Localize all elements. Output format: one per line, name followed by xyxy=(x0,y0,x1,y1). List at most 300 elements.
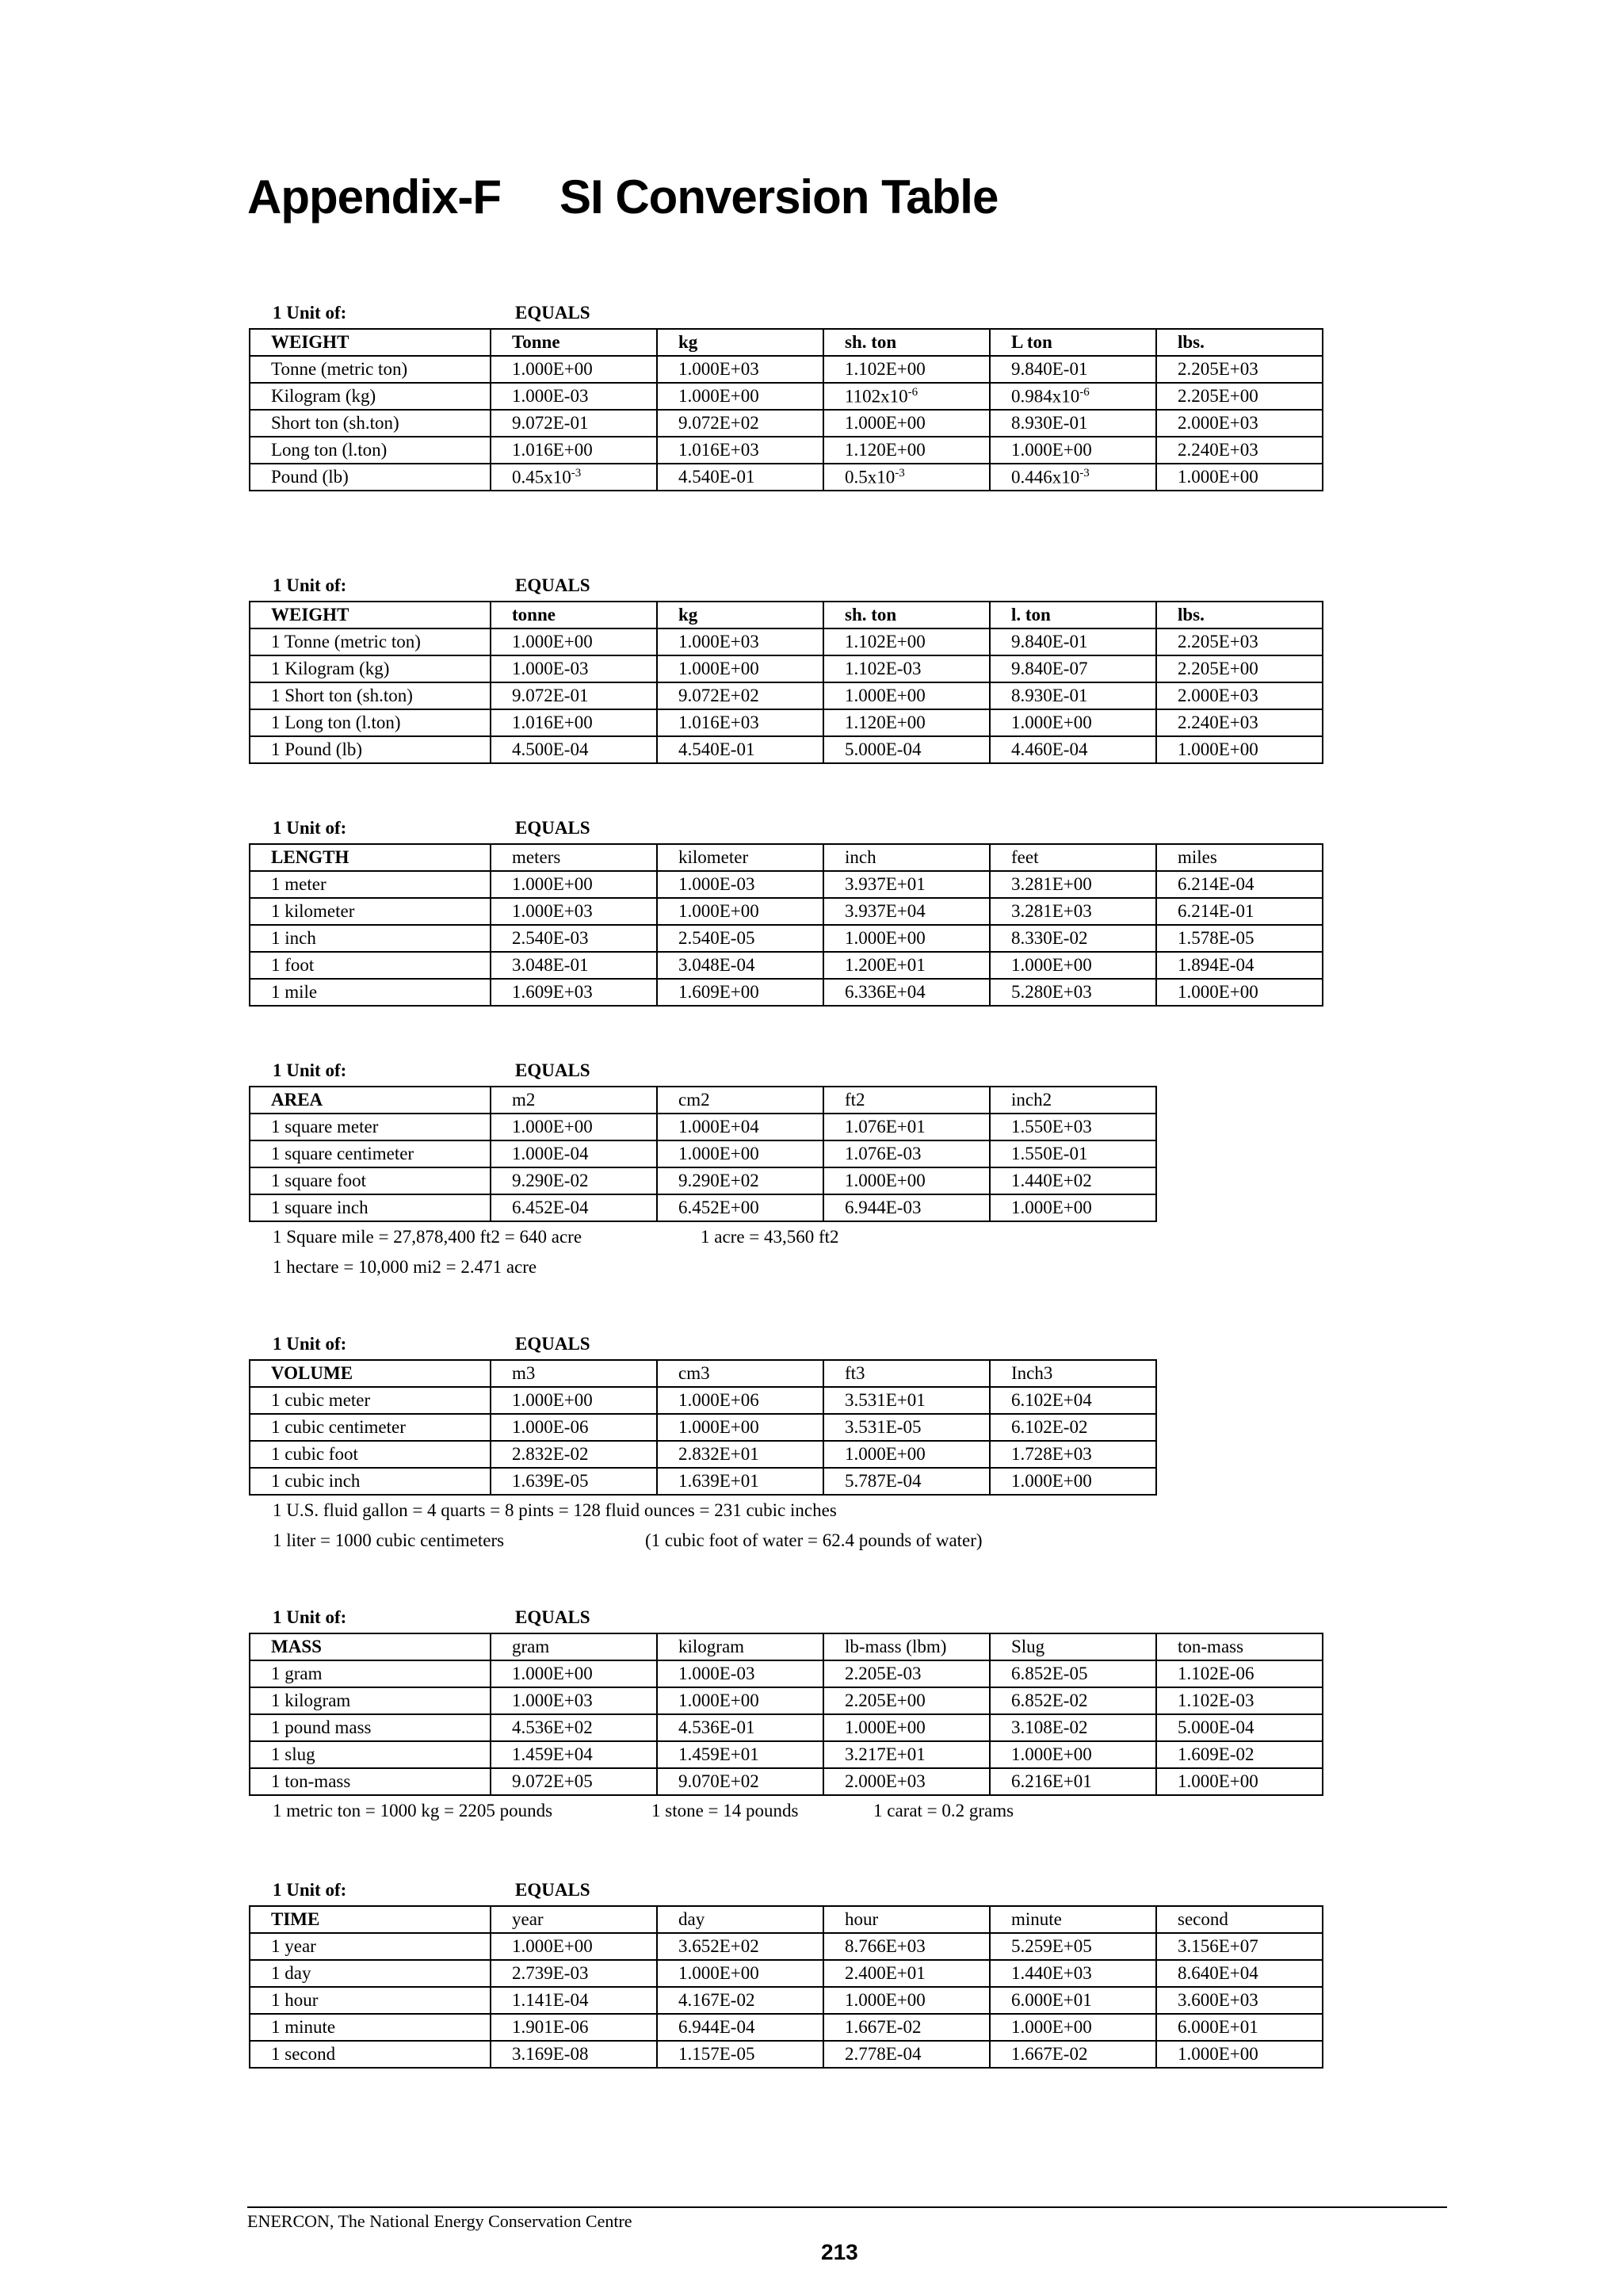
note-text: 1 carat = 0.2 grams xyxy=(873,1801,1014,1820)
table-cell: 1.609E+03 xyxy=(491,979,657,1006)
row-label: 1 cubic centimeter xyxy=(250,1414,491,1441)
table-row xyxy=(250,1714,1323,1741)
table-cell: 1.000E+00 xyxy=(657,1414,823,1441)
table-cell: 1.000E+00 xyxy=(657,383,823,410)
unit-of-label: 1 Unit of: xyxy=(273,575,347,595)
row-label: 1 ton-mass xyxy=(250,1768,491,1795)
column-header: LENGTH xyxy=(250,844,491,871)
table-cell: 1.000E+04 xyxy=(657,1114,823,1140)
table-cell: 2.832E+01 xyxy=(657,1441,823,1468)
row-label: 1 minute xyxy=(250,2014,491,2041)
note-text: 1 acre = 43,560 ft2 xyxy=(701,1227,839,1247)
table-cell: 1.000E-03 xyxy=(657,1660,823,1687)
volume-table-section xyxy=(249,1329,1157,1556)
table-cell: 4.460E-04 xyxy=(990,736,1156,763)
table-cell: 2.540E-03 xyxy=(491,925,657,952)
table-cell: 2.832E-02 xyxy=(491,1441,657,1468)
table-cell: 3.169E-08 xyxy=(491,2041,657,2068)
note-line xyxy=(249,1252,1157,1282)
table-cell: 6.102E+04 xyxy=(990,1387,1156,1414)
table-row xyxy=(250,1933,1323,1960)
table-cell: 3.937E+01 xyxy=(823,871,990,898)
table-header-row xyxy=(250,602,1323,628)
table-cell: 4.500E-04 xyxy=(491,736,657,763)
row-label: 1 Short ton (sh.ton) xyxy=(250,682,491,709)
table-cell: 3.108E-02 xyxy=(990,1714,1156,1741)
table-row xyxy=(250,655,1323,682)
table-cell: 1.000E+00 xyxy=(657,898,823,925)
column-header: kg xyxy=(657,329,823,356)
column-header: miles xyxy=(1156,844,1323,871)
column-header: ton-mass xyxy=(1156,1633,1323,1660)
column-header: lb-mass (lbm) xyxy=(823,1633,990,1660)
note-text: 1 liter = 1000 cubic centimeters xyxy=(273,1530,505,1550)
table-cell: 1.901E-06 xyxy=(491,2014,657,2041)
table-row xyxy=(250,410,1323,437)
row-label: 1 Long ton (l.ton) xyxy=(250,709,491,736)
table-cell: 6.852E-05 xyxy=(990,1660,1156,1687)
row-label: 1 year xyxy=(250,1933,491,1960)
column-header: L ton xyxy=(990,329,1156,356)
column-header: sh. ton xyxy=(823,602,990,628)
table-cell: 1.000E+00 xyxy=(823,925,990,952)
column-header: VOLUME xyxy=(250,1360,491,1387)
table-cell: 2.205E+00 xyxy=(1156,655,1323,682)
table-row xyxy=(250,356,1323,383)
table-row xyxy=(250,1987,1323,2014)
equals-label: EQUALS xyxy=(515,1334,590,1354)
table-cell: $0.45x10^{-3}$ xyxy=(491,464,657,491)
table-cell: 3.217E+01 xyxy=(823,1741,990,1768)
table-row xyxy=(250,952,1323,979)
table-cell: 9.290E-02 xyxy=(491,1167,657,1194)
row-label: 1 square inch xyxy=(250,1194,491,1221)
table-cell: 1.076E+01 xyxy=(823,1114,990,1140)
row-label: 1 square centimeter xyxy=(250,1140,491,1167)
equals-label: EQUALS xyxy=(515,1880,590,1900)
column-header: minute xyxy=(990,1906,1156,1933)
table-cell: 1.000E-03 xyxy=(657,871,823,898)
table-header-row xyxy=(250,329,1323,356)
table-row xyxy=(250,1741,1323,1768)
table-cell: 3.048E-01 xyxy=(491,952,657,979)
table-row xyxy=(250,736,1323,763)
table-cell: $0.984x10^{-6}$ xyxy=(990,383,1156,410)
column-header: year xyxy=(491,1906,657,1933)
table-cell: 2.000E+03 xyxy=(1156,682,1323,709)
table-cell: 1.120E+00 xyxy=(823,437,990,464)
row-label: 1 hour xyxy=(250,1987,491,2014)
table-cell: 9.290E+02 xyxy=(657,1167,823,1194)
table-cell: 2.000E+03 xyxy=(1156,410,1323,437)
unit-of-label: 1 Unit of: xyxy=(273,818,347,838)
equals-label: EQUALS xyxy=(515,1607,590,1627)
table-cell: 4.536E+02 xyxy=(491,1714,657,1741)
table-cell: 5.000E-04 xyxy=(823,736,990,763)
table-cell: 3.937E+04 xyxy=(823,898,990,925)
table-cell: 1.000E-03 xyxy=(491,655,657,682)
table-row xyxy=(250,871,1323,898)
table-cell: 4.536E-01 xyxy=(657,1714,823,1741)
column-header: m3 xyxy=(491,1360,657,1387)
table-row xyxy=(250,628,1323,655)
table-cell: $0.446x10^{-3}$ xyxy=(990,464,1156,491)
table-row xyxy=(250,383,1323,410)
table-cell: 6.452E+00 xyxy=(657,1194,823,1221)
table-cell: 1.000E+00 xyxy=(491,1660,657,1687)
column-header: kilometer xyxy=(657,844,823,871)
column-header: second xyxy=(1156,1906,1323,1933)
table-cell: 6.216E+01 xyxy=(990,1768,1156,1795)
table-cell: 1.102E+00 xyxy=(823,628,990,655)
column-header: day xyxy=(657,1906,823,1933)
table-cell: 6.944E-04 xyxy=(657,2014,823,2041)
table-cell: 6.452E-04 xyxy=(491,1194,657,1221)
footer-rule xyxy=(247,2206,1447,2208)
column-header: feet xyxy=(990,844,1156,871)
page-number: 213 xyxy=(821,2240,858,2264)
table-cell: 8.766E+03 xyxy=(823,1933,990,1960)
equals-label: EQUALS xyxy=(515,818,590,838)
table-cell: 1.000E+06 xyxy=(657,1387,823,1414)
table-cell: 9.072E-01 xyxy=(491,682,657,709)
table-cell: 5.280E+03 xyxy=(990,979,1156,1006)
table-row xyxy=(250,709,1323,736)
table-cell: 1.157E-05 xyxy=(657,2041,823,2068)
note-text: (1 cubic foot of water = 62.4 pounds of water) xyxy=(645,1530,983,1550)
table-cell: 1.000E+03 xyxy=(491,1687,657,1714)
column-header: Tonne xyxy=(491,329,657,356)
table-cell: 1.000E+00 xyxy=(491,1387,657,1414)
table-header-row xyxy=(250,1633,1323,1660)
column-header: cm2 xyxy=(657,1087,823,1114)
table-row xyxy=(250,1167,1156,1194)
table-cell: 1.667E-02 xyxy=(823,2014,990,2041)
table-cell: 2.739E-03 xyxy=(491,1960,657,1987)
table-cell: 1.000E+00 xyxy=(491,356,657,383)
table-cell: 8.930E-01 xyxy=(990,682,1156,709)
table-cell: 3.281E+00 xyxy=(990,871,1156,898)
table-cell: 9.840E-01 xyxy=(990,356,1156,383)
row-label: 1 cubic meter xyxy=(250,1387,491,1414)
table-cell: 1.000E-03 xyxy=(491,383,657,410)
table-cell: 3.281E+03 xyxy=(990,898,1156,925)
length-table xyxy=(249,843,1323,1007)
table-cell: 5.000E-04 xyxy=(1156,1714,1323,1741)
row-label: Pound (lb) xyxy=(250,464,491,491)
table-cell: 4.540E-01 xyxy=(657,464,823,491)
table-cell: 1.016E+00 xyxy=(491,437,657,464)
table-row xyxy=(250,2014,1323,2041)
table-cell: 1.000E+00 xyxy=(990,437,1156,464)
table-cell: 1.120E+00 xyxy=(823,709,990,736)
table-cell: 8.640E+04 xyxy=(1156,1960,1323,1987)
column-header: m2 xyxy=(491,1087,657,1114)
column-header: lbs. xyxy=(1156,602,1323,628)
row-label: 1 second xyxy=(250,2041,491,2068)
column-header: AREA xyxy=(250,1087,491,1114)
table-cell: 9.072E+02 xyxy=(657,410,823,437)
unit-of-label: 1 Unit of: xyxy=(273,303,347,323)
table-cell: $0.5x10^{-3}$ xyxy=(823,464,990,491)
table-cell: 1.141E-04 xyxy=(491,1987,657,2014)
table-cell: 6.214E-04 xyxy=(1156,871,1323,898)
table-header-row xyxy=(250,1906,1323,1933)
table-cell: 6.102E-02 xyxy=(990,1414,1156,1441)
table-header-row xyxy=(250,844,1323,871)
note-text: 1 Square mile = 27,878,400 ft2 = 640 acre xyxy=(273,1227,582,1247)
note-line xyxy=(249,1496,1157,1526)
table-row xyxy=(250,464,1323,491)
table-cell: 1.000E+00 xyxy=(823,682,990,709)
table-cell: 1.000E+00 xyxy=(1156,736,1323,763)
row-label: Kilogram (kg) xyxy=(250,383,491,410)
table-cell: 1.667E-02 xyxy=(990,2041,1156,2068)
table-row xyxy=(250,1140,1156,1167)
table-cell: 6.944E-03 xyxy=(823,1194,990,1221)
table-cell: 2.240E+03 xyxy=(1156,437,1323,464)
column-header: l. ton xyxy=(990,602,1156,628)
table-cell: 1.000E-06 xyxy=(491,1414,657,1441)
table-cell: 1.102E-03 xyxy=(1156,1687,1323,1714)
table-cell: 5.259E+05 xyxy=(990,1933,1156,1960)
table-row xyxy=(250,1960,1323,1987)
table-cell: 4.540E-01 xyxy=(657,736,823,763)
table-cell: 1.000E+03 xyxy=(491,898,657,925)
time-table xyxy=(249,1905,1323,2069)
table-cell: 1.000E+00 xyxy=(657,655,823,682)
table-cell: 9.072E+05 xyxy=(491,1768,657,1795)
column-header: kilogram xyxy=(657,1633,823,1660)
weight-table-2 xyxy=(249,601,1323,764)
table-row xyxy=(250,1660,1323,1687)
table-cell: 1.459E+04 xyxy=(491,1741,657,1768)
table-cell: 1.000E-04 xyxy=(491,1140,657,1167)
table-cell: 1.000E+03 xyxy=(657,356,823,383)
table-cell: 1.000E+00 xyxy=(990,1468,1156,1495)
table-row xyxy=(250,1687,1323,1714)
note-text: 1 hectare = 10,000 mi2 = 2.471 acre xyxy=(273,1257,537,1277)
column-header: lbs. xyxy=(1156,329,1323,356)
table-cell: 1.000E+00 xyxy=(657,1140,823,1167)
row-label: Tonne (metric ton) xyxy=(250,356,491,383)
table-cell: 8.930E-01 xyxy=(990,410,1156,437)
table-row xyxy=(250,1468,1156,1495)
table-row xyxy=(250,1114,1156,1140)
equals-label: EQUALS xyxy=(515,1060,590,1080)
note-text: 1 metric ton = 1000 kg = 2205 pounds xyxy=(273,1801,553,1820)
table-cell: 3.048E-04 xyxy=(657,952,823,979)
table-cell: 1.639E-05 xyxy=(491,1468,657,1495)
table-cell: 1.000E+00 xyxy=(657,1960,823,1987)
table-cell: 2.205E+00 xyxy=(1156,383,1323,410)
column-header: tonne xyxy=(491,602,657,628)
table-cell: 1.000E+00 xyxy=(491,1114,657,1140)
column-header: ft3 xyxy=(823,1360,990,1387)
note-line xyxy=(249,1222,1157,1252)
row-label: 1 slug xyxy=(250,1741,491,1768)
table-cell: 2.205E+03 xyxy=(1156,628,1323,655)
table-cell: 9.072E-01 xyxy=(491,410,657,437)
column-header: WEIGHT xyxy=(250,602,491,628)
length-table-section xyxy=(249,813,1323,1007)
table-cell: 1.000E+00 xyxy=(823,1987,990,2014)
table-row xyxy=(250,682,1323,709)
column-header: Inch3 xyxy=(990,1360,1156,1387)
table-cell: 1.076E-03 xyxy=(823,1140,990,1167)
note-text: 1 U.S. fluid gallon = 4 quarts = 8 pints = 128 fluid ounces = 231 cubic inches xyxy=(273,1500,837,1520)
unit-of-label: 1 Unit of: xyxy=(273,1060,347,1080)
unit-of-label: 1 Unit of: xyxy=(273,1334,347,1354)
table-cell: 1.550E-01 xyxy=(990,1140,1156,1167)
row-label: 1 mile xyxy=(250,979,491,1006)
table-cell: 2.400E+01 xyxy=(823,1960,990,1987)
unit-of-label: 1 Unit of: xyxy=(273,1880,347,1900)
table-cell: 1.000E+00 xyxy=(1156,1768,1323,1795)
column-header: meters xyxy=(491,844,657,871)
table-cell: 3.531E+01 xyxy=(823,1387,990,1414)
table-row xyxy=(250,979,1323,1006)
table-cell: 6.336E+04 xyxy=(823,979,990,1006)
table-cell: 1.578E-05 xyxy=(1156,925,1323,952)
table-cell: 9.072E+02 xyxy=(657,682,823,709)
table-cell: 8.330E-02 xyxy=(990,925,1156,952)
row-label: 1 Pound (lb) xyxy=(250,736,491,763)
row-label: 1 Kilogram (kg) xyxy=(250,655,491,682)
table-cell: 1.639E+01 xyxy=(657,1468,823,1495)
table-cell: 1.016E+03 xyxy=(657,709,823,736)
mass-table xyxy=(249,1633,1323,1796)
table-row xyxy=(250,925,1323,952)
row-label: 1 square foot xyxy=(250,1167,491,1194)
row-label: Long ton (l.ton) xyxy=(250,437,491,464)
table-cell: 4.167E-02 xyxy=(657,1987,823,2014)
row-label: 1 cubic foot xyxy=(250,1441,491,1468)
column-header: hour xyxy=(823,1906,990,1933)
table-cell: 3.652E+02 xyxy=(657,1933,823,1960)
column-header: inch xyxy=(823,844,990,871)
table-cell: 1.000E+00 xyxy=(823,1714,990,1741)
table-cell: 1.016E+00 xyxy=(491,709,657,736)
page-title xyxy=(247,170,998,224)
row-label: 1 kilometer xyxy=(250,898,491,925)
table-row xyxy=(250,2041,1323,2068)
table-cell: 1.000E+00 xyxy=(990,1194,1156,1221)
table-cell: 1.609E+00 xyxy=(657,979,823,1006)
table-cell: 1.000E+00 xyxy=(1156,979,1323,1006)
note-text: 1 stone = 14 pounds xyxy=(651,1801,799,1820)
table-cell: 1.728E+03 xyxy=(990,1441,1156,1468)
table-cell: 1.459E+01 xyxy=(657,1741,823,1768)
table-cell: 6.000E+01 xyxy=(1156,2014,1323,2041)
note-line xyxy=(249,1526,1157,1556)
table-header-row xyxy=(250,1360,1156,1387)
table-cell: 1.000E+00 xyxy=(823,410,990,437)
row-label: 1 square meter xyxy=(250,1114,491,1140)
table-cell: 1.000E+03 xyxy=(657,628,823,655)
table-cell: 1.440E+03 xyxy=(990,1960,1156,1987)
column-header: inch2 xyxy=(990,1087,1156,1114)
volume-table xyxy=(249,1359,1157,1496)
table-cell: 1.102E-06 xyxy=(1156,1660,1323,1687)
table-cell: 1.000E+00 xyxy=(990,952,1156,979)
table-cell: 6.852E-02 xyxy=(990,1687,1156,1714)
table-cell: 1.000E+00 xyxy=(491,871,657,898)
table-cell: 3.531E-05 xyxy=(823,1414,990,1441)
area-table-section xyxy=(249,1056,1157,1282)
row-label: 1 pound mass xyxy=(250,1714,491,1741)
table-row xyxy=(250,1414,1156,1441)
row-label: 1 meter xyxy=(250,871,491,898)
table-cell: 2.205E-03 xyxy=(823,1660,990,1687)
table-cell: 3.600E+03 xyxy=(1156,1987,1323,2014)
area-table xyxy=(249,1086,1157,1222)
table-cell: 6.000E+01 xyxy=(990,1987,1156,2014)
row-label: 1 day xyxy=(250,1960,491,1987)
table-row xyxy=(250,1441,1156,1468)
equals-label: EQUALS xyxy=(515,303,590,323)
row-label: 1 kilogram xyxy=(250,1687,491,1714)
table-cell: 1.440E+02 xyxy=(990,1167,1156,1194)
table-row xyxy=(250,898,1323,925)
time-table-section xyxy=(249,1875,1323,2069)
footer-org: ENERCON, The National Energy Conservation Centre xyxy=(247,2211,632,2231)
table-cell: 1.000E+00 xyxy=(990,709,1156,736)
note-line xyxy=(249,1796,1323,1826)
table-cell: 2.540E-05 xyxy=(657,925,823,952)
table-row xyxy=(250,1768,1323,1795)
row-label: Short ton (sh.ton) xyxy=(250,410,491,437)
column-header: kg xyxy=(657,602,823,628)
equals-label: EQUALS xyxy=(515,575,590,595)
column-header: sh. ton xyxy=(823,329,990,356)
row-label: 1 gram xyxy=(250,1660,491,1687)
column-header: MASS xyxy=(250,1633,491,1660)
table-cell: 2.240E+03 xyxy=(1156,709,1323,736)
title-text: SI Conversion Table xyxy=(559,170,999,223)
row-label: 1 cubic inch xyxy=(250,1468,491,1495)
row-label: 1 Tonne (metric ton) xyxy=(250,628,491,655)
table-cell: 1.000E+00 xyxy=(990,1741,1156,1768)
table-header-row xyxy=(250,1087,1156,1114)
table-cell: 1.102E+00 xyxy=(823,356,990,383)
weight-table-1-section xyxy=(249,298,1323,491)
table-cell: 1.000E+00 xyxy=(823,1167,990,1194)
table-cell: 2.000E+03 xyxy=(823,1768,990,1795)
table-cell: 1.609E-02 xyxy=(1156,1741,1323,1768)
table-cell: 2.205E+00 xyxy=(823,1687,990,1714)
table-cell: 1.102E-03 xyxy=(823,655,990,682)
unit-of-label: 1 Unit of: xyxy=(273,1607,347,1627)
table-cell: 9.070E+02 xyxy=(657,1768,823,1795)
table-cell: 1.894E-04 xyxy=(1156,952,1323,979)
column-header: TIME xyxy=(250,1906,491,1933)
table-cell: 1.550E+03 xyxy=(990,1114,1156,1140)
weight-table-1 xyxy=(249,328,1323,491)
column-header: WEIGHT xyxy=(250,329,491,356)
table-cell: 9.840E-01 xyxy=(990,628,1156,655)
table-cell: 1.000E+00 xyxy=(990,2014,1156,2041)
table-row xyxy=(250,437,1323,464)
row-label: 1 inch xyxy=(250,925,491,952)
table-cell: 1.000E+00 xyxy=(823,1441,990,1468)
table-cell: 1.000E+00 xyxy=(491,628,657,655)
table-cell: 9.840E-07 xyxy=(990,655,1156,682)
table-cell: 1.000E+00 xyxy=(657,1687,823,1714)
weight-table-2-section xyxy=(249,571,1323,764)
table-cell: 1.200E+01 xyxy=(823,952,990,979)
appendix-label: Appendix-F xyxy=(247,170,501,223)
